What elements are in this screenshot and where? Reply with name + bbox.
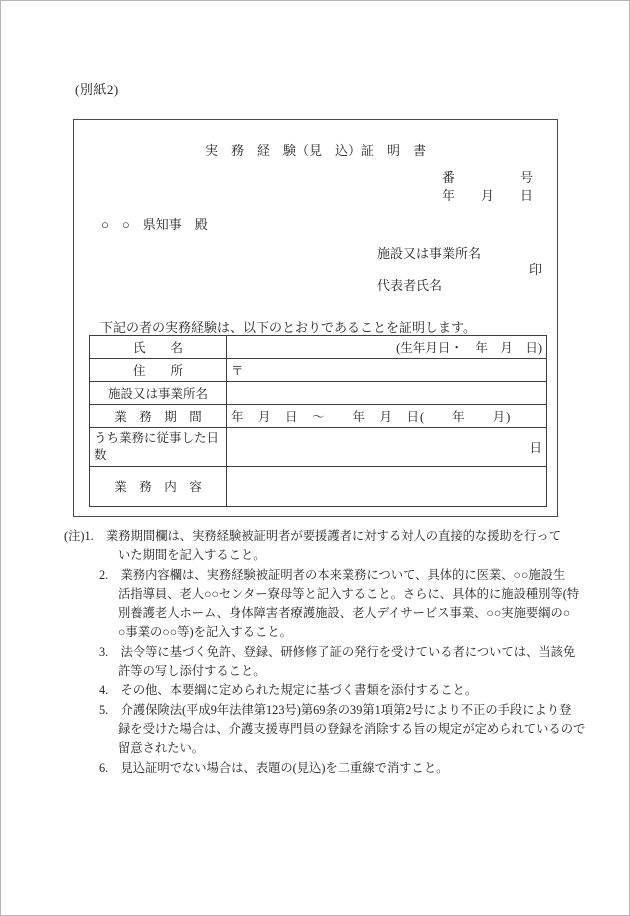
experience-table <box>89 335 547 507</box>
table-row-work-period <box>90 405 547 428</box>
row-label-days-worked: うち業務に従事した日数 <box>90 428 227 467</box>
row-label-work-period: 業 務 期 間 <box>90 405 227 428</box>
row-label-name: 氏 名 <box>90 336 227 359</box>
certificate-box <box>73 119 558 517</box>
note-2-line-3: 別養護老人ホーム、身体障害者療護施設、老人デイサービス事業、○○実施要綱の○ <box>118 606 571 621</box>
row-value-work-period: 年 月 日 ～ 年 月 日( 年 月) <box>227 405 547 428</box>
row-value-name-birthdate: (生年月日・ 年 月 日) <box>227 336 547 359</box>
issuer-facility-name-label: 施設又は事業所名 <box>377 246 482 261</box>
note-5-line-3: 留意されたい。 <box>118 741 205 756</box>
table-row-facility <box>90 382 547 405</box>
note-5-line-2: 録を受けた場合は、介護支援専門員の登録を消除する旨の規定が定められているので <box>118 721 586 736</box>
table-row-work-content <box>90 466 547 506</box>
note-4-line-1: 4. その他、本要綱に定められた規定に基づく書類を添付すること。 <box>99 683 478 698</box>
note-1-line-2: いた期間を記入すること。 <box>118 548 266 563</box>
table-row-days-worked <box>90 428 547 467</box>
row-label-work-content: 業 務 内 容 <box>90 466 227 506</box>
certification-statement: 下記の者の実務経験は、以下のとおりであることを証明します。 <box>100 320 476 335</box>
note-1-line-1: (注)1. 業務期間欄は、実務経験被証明者が要援護者に対する対人の直接的な援助を行って <box>64 529 561 543</box>
note-3-line-2: 許等の写し添付すること。 <box>118 664 266 679</box>
document-date-line: 年 月 日 <box>441 188 533 203</box>
attachment-label: (別紙2) <box>75 82 119 97</box>
note-2-line-1: 2. 業務内容欄は、実務経験被証明者の本来業務について、具体的に医業、○○施設生 <box>99 567 566 582</box>
row-value-days-worked: 日 <box>227 428 547 467</box>
note-5-line-1: 5. 介護保険法(平成9年法律第123号)第69条の39第1項第2号により不正の手段により登 <box>99 702 572 717</box>
note-2-line-2: 活指導員、老人○○センター寮母等と記入すること。さらに、具体的に施設種別等(特 <box>118 586 580 601</box>
row-value-work-content <box>227 466 547 506</box>
note-6-line-1: 6. 見込証明でない場合は、表題の(見込)を二重線で消すこと。 <box>99 760 449 775</box>
notes-section <box>64 527 584 778</box>
table-row-address <box>90 359 547 382</box>
table-row-name <box>90 336 547 359</box>
document-number-line: 番 号 <box>441 170 533 185</box>
addressee-governor: ○ ○ 県知事 殿 <box>101 217 208 232</box>
row-label-address: 住 所 <box>90 359 227 382</box>
seal-mark: 印 <box>529 262 543 277</box>
row-value-facility <box>227 382 547 405</box>
issuer-representative-name-label: 代表者氏名 <box>377 278 443 293</box>
certificate-title: 実 務 経 験（見 込）証 明 書 <box>204 143 426 158</box>
note-2-line-4: ○事業の○○等)を記入すること。 <box>118 625 292 640</box>
row-value-address: 〒 <box>227 359 547 382</box>
note-3-line-1: 3. 法令等に基づく免許、登録、研修修了証の発行を受けている者については、当該免 <box>99 644 576 659</box>
row-label-facility: 施設又は事業所名 <box>90 382 227 405</box>
